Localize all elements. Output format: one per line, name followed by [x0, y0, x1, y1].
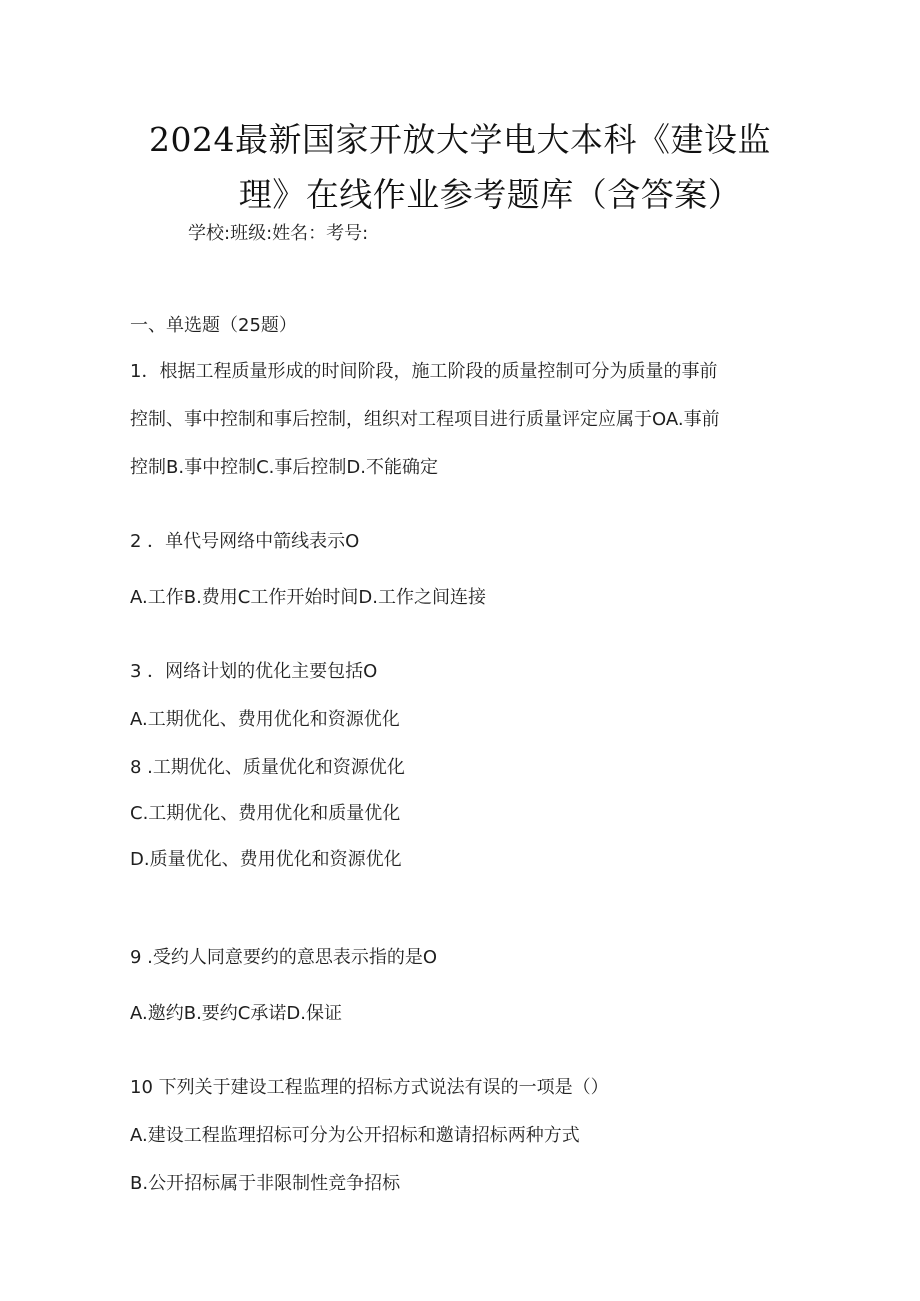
question-10-option-b: B.公开招标属于非限制性竞争招标 — [130, 1173, 401, 1194]
question-1-line-3: 控制B.事中控制C.事后控制D.不能确定 — [130, 457, 438, 478]
student-info-line: 学校:班级:姓名：考号: — [188, 223, 369, 244]
document-title — [0, 112, 920, 222]
question-3-stem: 3 ．网络计划的优化主要包括O — [130, 661, 378, 682]
question-3-option-c: C.工期优化、费用优化和质量优化 — [130, 803, 401, 824]
title-line-1: 2024最新国家开放大学电大本科《建设监 — [149, 120, 771, 159]
question-10-stem: 10 下列关于建设工程监理的招标方式说法有误的一项是（） — [130, 1077, 609, 1098]
question-9-options: A.邀约B.要约C承诺D.保证 — [130, 1003, 342, 1024]
question-3-option-a: A.工期优化、费用优化和资源优化 — [130, 709, 400, 730]
question-3-option-d: D.质量优化、费用优化和资源优化 — [130, 849, 402, 870]
title-line-2: 理》在线作业参考题库（含答案） — [238, 175, 742, 214]
question-1-line-2: 控制、事中控制和事后控制，组织对工程项目进行质量评定应属于OA.事前 — [130, 409, 720, 430]
section-heading: 一、单选题（25题） — [130, 315, 297, 336]
question-2-options: A.工作B.费用C工作开始时间D.工作之间连接 — [130, 587, 486, 608]
question-2-stem: 2 ．单代号网络中箭线表示O — [130, 531, 360, 552]
question-3-option-b: 8 .工期优化、质量优化和资源优化 — [130, 757, 405, 778]
question-9-stem: 9 .受约人同意要约的意思表示指的是O — [130, 947, 438, 968]
question-10-option-a: A.建设工程监理招标可分为公开招标和邀请招标两种方式 — [130, 1125, 580, 1146]
question-1-line-1: 1．根据工程质量形成的时间阶段，施工阶段的质量控制可分为质量的事前 — [130, 361, 718, 382]
